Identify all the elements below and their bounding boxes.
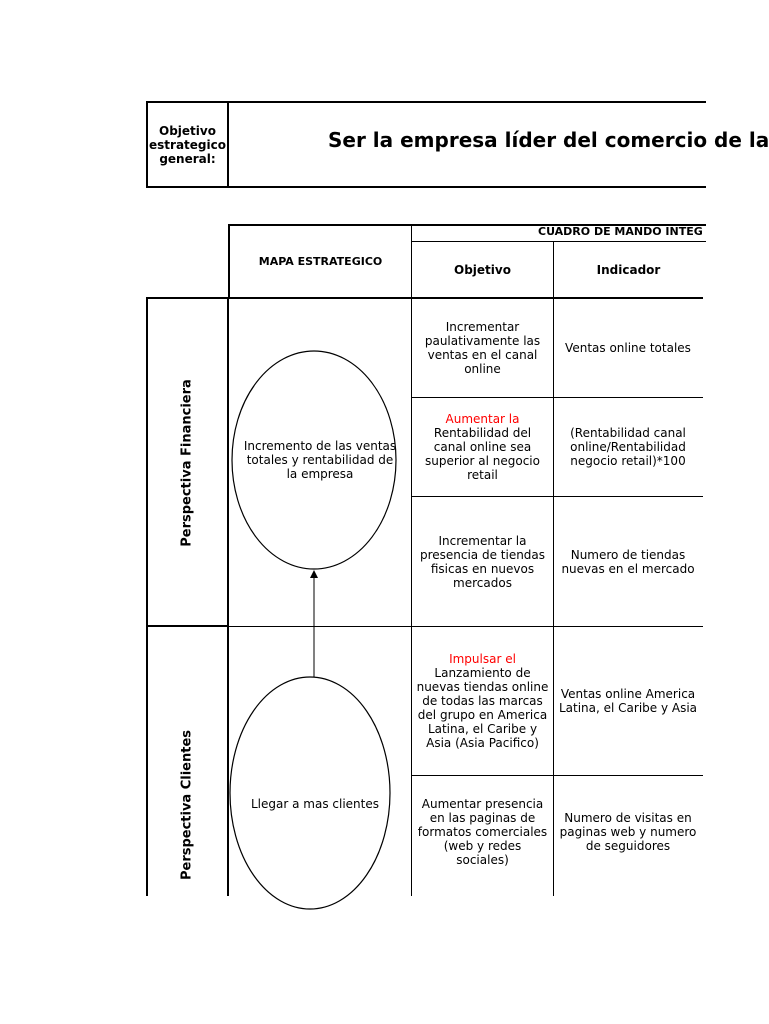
perspective-label-clientes: Perspectiva Clientes: [179, 729, 195, 881]
perspective-label-financiera: Perspectiva Financiera: [179, 379, 195, 547]
row-objetivo-text: Aumentar presencia en las paginas de formatos comerciales (web y redes sociales): [417, 797, 548, 867]
row-indicador: (Rentabilidad canal online/Rentabilidad negocio retail)*100: [570, 426, 686, 468]
row-objetivo-text: Lanzamiento de nuevas tiendas online de todas las marcas del grupo en America Latina, el Caribe y Asia (Asia Pacifico): [416, 666, 549, 750]
row-objetivo: [412, 298, 553, 397]
row-objetivo-text: Incrementar la presencia de tiendas fisicas en nuevos mercados: [419, 533, 546, 590]
map-node-clientes: Llegar a mas clientes: [251, 797, 379, 811]
col-header-objetivo: Objetivo: [411, 242, 554, 298]
row-objetivo-highlight: Impulsar el: [449, 652, 516, 666]
map-arrow-head: [310, 570, 318, 578]
row-indicador: Numero de tiendas nuevas en el mercado: [561, 547, 695, 576]
objective-divider: [227, 101, 229, 188]
row-indicador: Ventas online America Latina, el Caribe y Asia: [558, 687, 698, 715]
objective-label: Objetivo estrategico general:: [149, 123, 226, 166]
map-header: MAPA ESTRATEGICO: [228, 224, 412, 298]
map-node-financiera: Incremento de las ventas totales y rentabilidad de la empresa: [243, 439, 397, 481]
row-objetivo: [412, 627, 553, 775]
row-objetivo: [412, 497, 553, 626]
objective-text: Ser la empresa líder del comercio de la: [328, 128, 769, 152]
row-indicador: Numero de visitas en paginas web y numero de seguidores: [559, 811, 697, 853]
row-indicador: Ventas online totales: [565, 340, 691, 355]
row-objetivo: [412, 398, 553, 496]
col-header-indicador: Indicador: [553, 242, 703, 298]
table-title: CUADRO DE MANDO INTEG: [538, 225, 703, 238]
row-objetivo-text: Incrementar paulativamente las ventas en el canal online: [424, 319, 541, 376]
row-objetivo-highlight: Aumentar la: [445, 412, 520, 426]
row-objetivo: [412, 776, 553, 888]
row-objetivo-text: Rentabilidad del canal online sea superior al negocio retail: [425, 426, 540, 482]
